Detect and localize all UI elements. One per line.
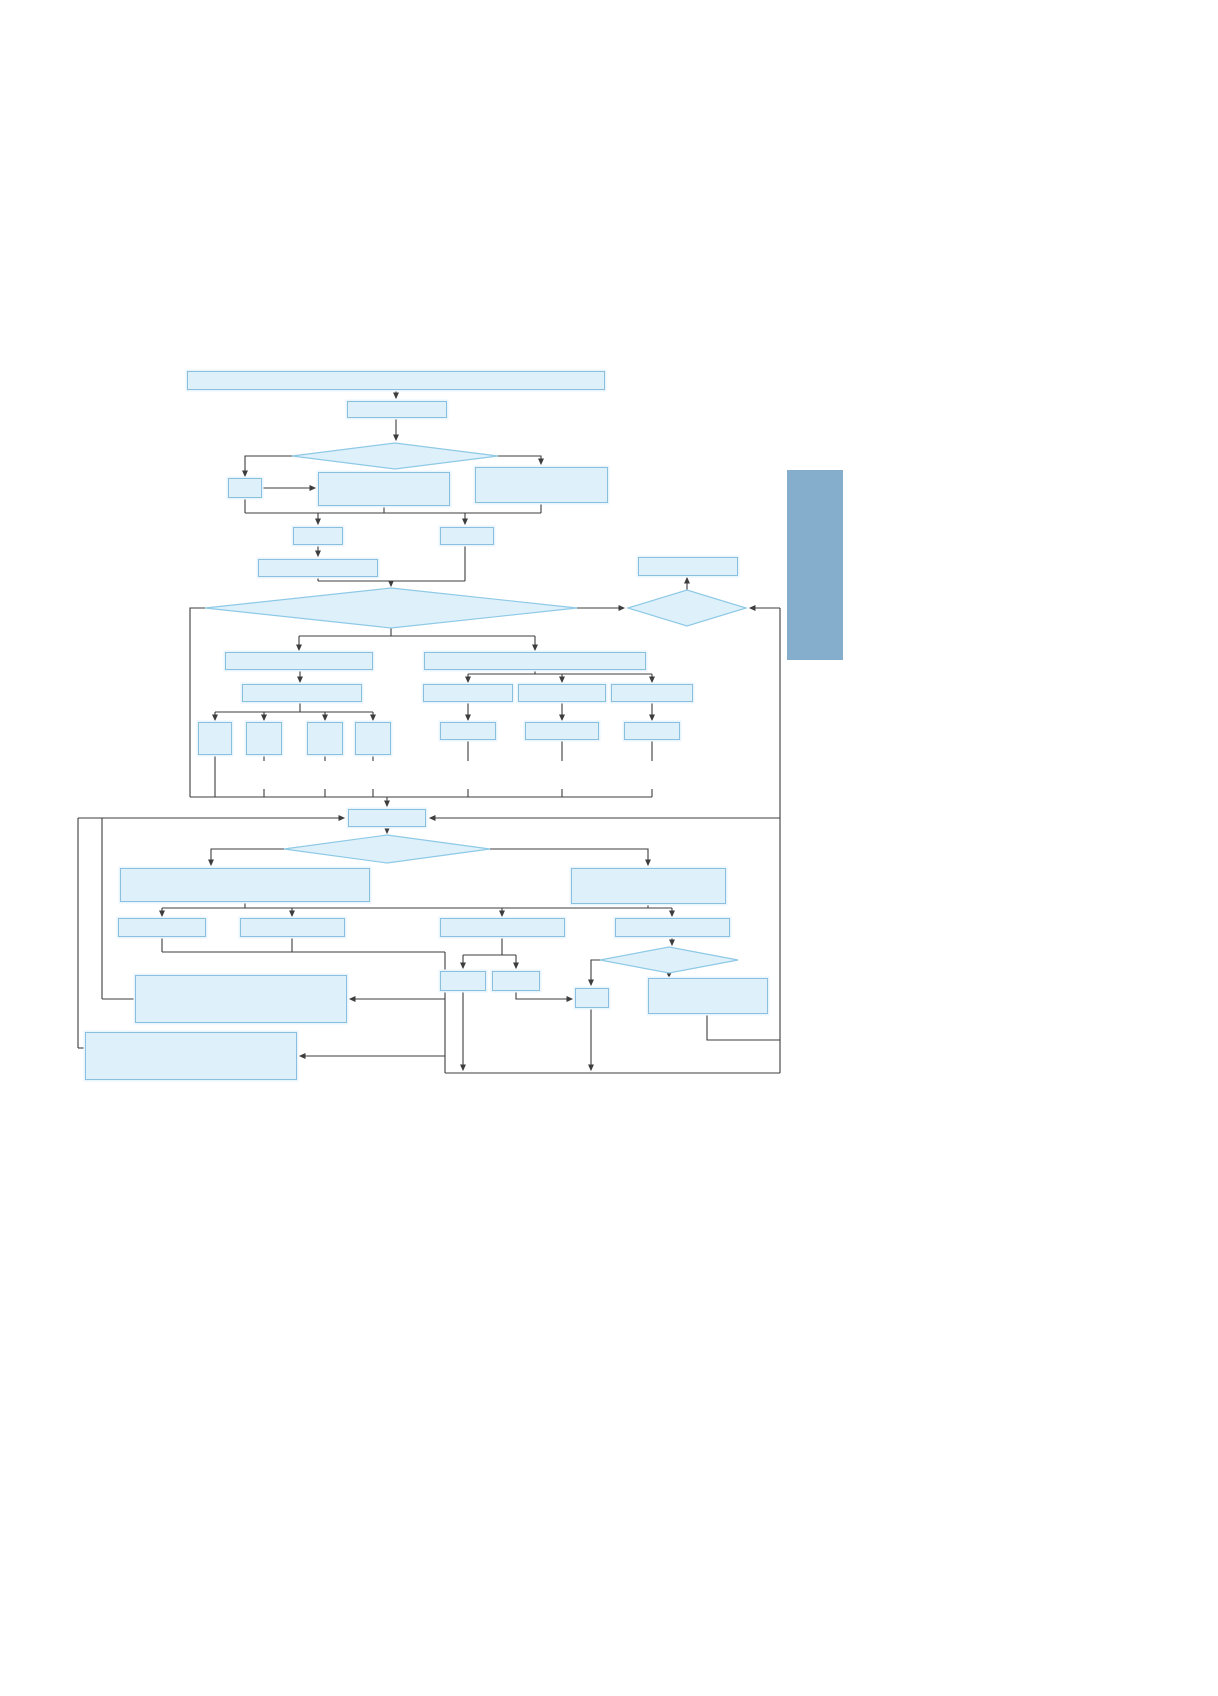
flow-node-pg-pos-hp-neg [355, 722, 391, 755]
flow-node-confined-antrum [135, 975, 347, 1023]
flow-node-12-16-points [518, 684, 606, 702]
flow-node-low-risk [624, 722, 680, 740]
flow-node-atrophic-gastritis [118, 918, 206, 937]
flow-node-pg-pos-hp-pos [307, 722, 343, 755]
flow-node-intraepithelial-neoplasia [440, 918, 565, 937]
diamond-label-adapted-ubt [300, 448, 490, 464]
flow-node-esd [575, 988, 609, 1008]
flow-node-high-risk-olga [85, 1032, 297, 1080]
flow-node-lgin [440, 971, 486, 991]
flow-node-magnetic-capsule [571, 868, 726, 904]
flow-node-endoscopy [348, 809, 426, 827]
loop-label-every-two-years [71, 833, 87, 963]
flow-node-17-23-points [423, 684, 513, 702]
flow-node-need-eradicate [258, 559, 378, 577]
flow-node-scoring-system [424, 652, 646, 670]
loop-label-every-three-years [95, 833, 111, 981]
flow-node-gastrectomy [648, 978, 768, 1014]
flow-node-eradicate-hp [638, 557, 738, 576]
flow-node-pg-neg-hp-neg [198, 722, 232, 755]
flow-node-medium-risk [525, 722, 599, 740]
flow-node-early-gastric-cancer [615, 918, 730, 937]
flow-node-serum-right [475, 467, 608, 503]
diamond-label-age-range [215, 600, 567, 616]
flow-node-abc-system [225, 652, 373, 670]
flow-node-individuals [187, 371, 605, 390]
flow-node-common-gastroscope [120, 868, 370, 902]
flow-node-pg-neg-hp-pos [246, 722, 282, 755]
flow-node-0-11-points [611, 684, 693, 702]
diamond-label-hp-positive [640, 600, 734, 616]
diamond-label-adapted-esd [608, 953, 730, 967]
flow-node-hgin [492, 971, 540, 991]
flow-node-ubt [228, 478, 262, 498]
flow-node-serum-pg [242, 684, 362, 702]
flow-node-hp-infection-test [347, 401, 447, 418]
diamond-label-routine-endoscopy [292, 842, 482, 856]
flow-node-intestinal-metaplasia [240, 918, 345, 937]
flow-node-high-risk [440, 722, 496, 740]
flow-node-negative [440, 527, 494, 545]
flow-node-serum-left [318, 472, 450, 506]
flow-node-positive [293, 527, 343, 545]
